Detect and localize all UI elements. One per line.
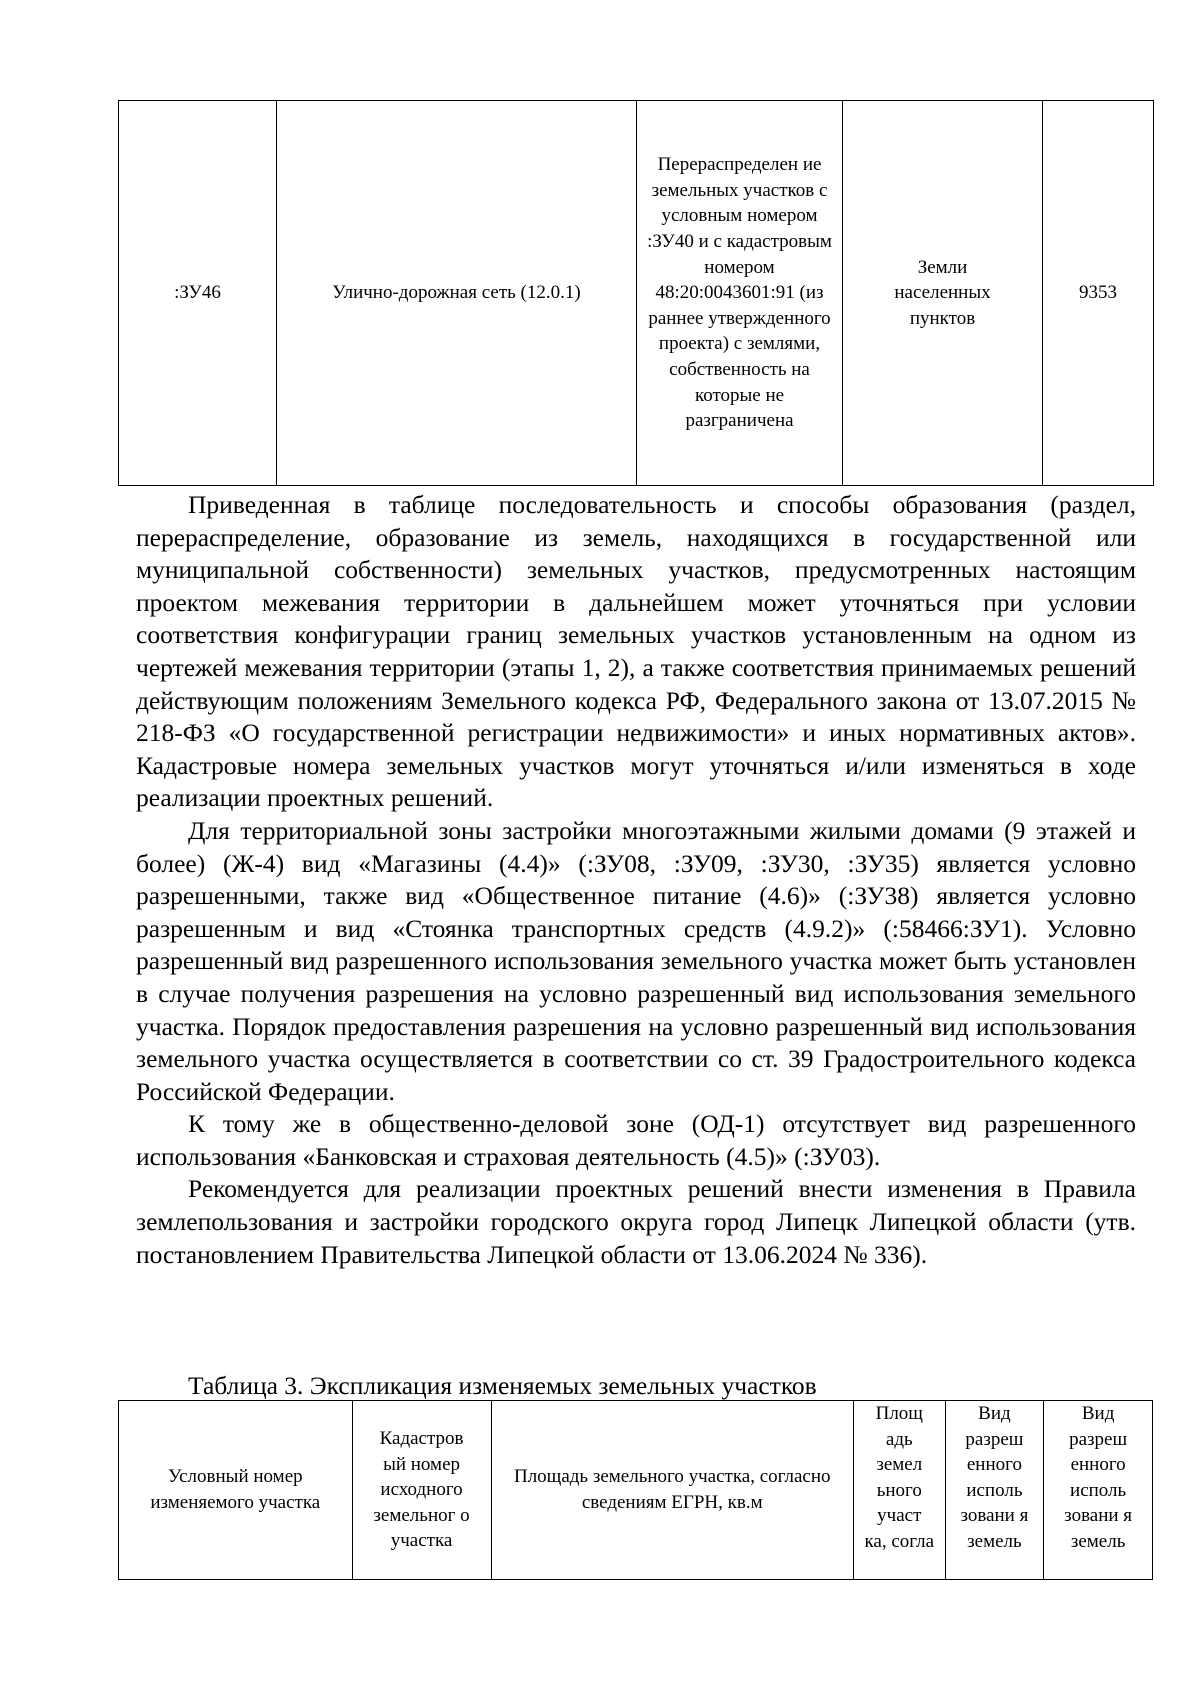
paragraph: Для территориальной зоны застройки многоэтажными жилыми домами (9 этажей и более) (Ж-4) вид «Магазины (4.4)» (:ЗУ08, :ЗУ09, :ЗУ30, :ЗУ35) является условно разрешенными, также вид «Общественное питание (4.6)» (:ЗУ38) является условно разрешенным и вид «Стоянка транспортных средств (4.9.2)» (:58466:ЗУ1). Условно разрешенный вид разрешенного использования земельного участка может быть установлен в случае получения разрешения на условно разрешенный вид использования земельного участка. Порядок предоставления разрешения на условно разрешенный вид использования земельного участка осуществляется в соответствии со ст. 39 Градостроительного кодекса Российской Федерации. xyxy=(136,815,1136,1106)
paragraph: К тому же в общественно-деловой зоне (ОД-1) отсутствует вид разрешенного использования «Банковская и страховая деятельность (4.5)» (:ЗУ03). xyxy=(136,1109,1136,1171)
land-category-cell: Земли населенных пунктов xyxy=(843,101,1043,486)
header-cadastral-number: Кадастров ый номер исходного земельног о участка xyxy=(352,1401,491,1580)
parcel-explication-table xyxy=(118,1400,1153,1580)
formation-method-cell: Перераспределен ие земельных участков с условным номером :ЗУ40 и с кадастровым номером 48:20:0043601:91 (из раннее утвержденного проекта) с землями, собственность на которые не разграничена xyxy=(637,101,843,486)
header-permitted-use: Вид разреш енного исполь зовани я земель xyxy=(945,1401,1044,1580)
header-parcel-area: Площ адь земел ьного участ ка, согла xyxy=(853,1401,945,1580)
table-header-row xyxy=(119,1401,1153,1580)
parcel-number-cell: :ЗУ46 xyxy=(119,101,277,486)
paragraph: Приведенная в таблице последовательность и способы образования (раздел, перераспределение, образование из земель, находящихся в государственной или муниципальной собственности) земельных участков, предусмотренных настоящим проектом межевания территории в дальнейшем может уточняться при условии соответствия конфигурации границ земельных участков установленным на одном из чертежей межевания территории (этапы 1, 2), а также соответствия принимаемых решений действующим положениям Земельного кодекса РФ, Федерального закона от 13.07.2015 № 218-ФЗ «О государственной регистрации недвижимости» и иных нормативных актов». Кадастровые номера земельных участков могут уточняться и/или изменяться в ходе реализации проектных решений. xyxy=(136,490,1136,813)
header-egrn-area: Площадь земельного участка, согласно сведениям ЕГРН, кв.м xyxy=(491,1401,853,1580)
parcel-table-continuation xyxy=(118,100,1154,486)
area-cell: 9353 xyxy=(1043,101,1154,486)
header-conditional-number: Условный номер изменяемого участка xyxy=(119,1401,353,1580)
table-row xyxy=(119,101,1154,486)
header-permitted-use-2: Вид разреш енного исполь зовани я земель xyxy=(1044,1401,1153,1580)
body-text xyxy=(136,489,1136,1271)
use-type-cell: Улично-дорожная сеть (12.0.1) xyxy=(277,101,637,486)
table-caption: Таблица 3. Экспликация изменяемых земельных участков xyxy=(188,1371,817,1400)
paragraph: Рекомендуется для реализации проектных решений внести изменения в Правила землепользования и застройки городского округа город Липецк Липецкой области (утв. постановлением Правительства Липецкой области от 13.06.2024 № 336). xyxy=(136,1174,1136,1269)
